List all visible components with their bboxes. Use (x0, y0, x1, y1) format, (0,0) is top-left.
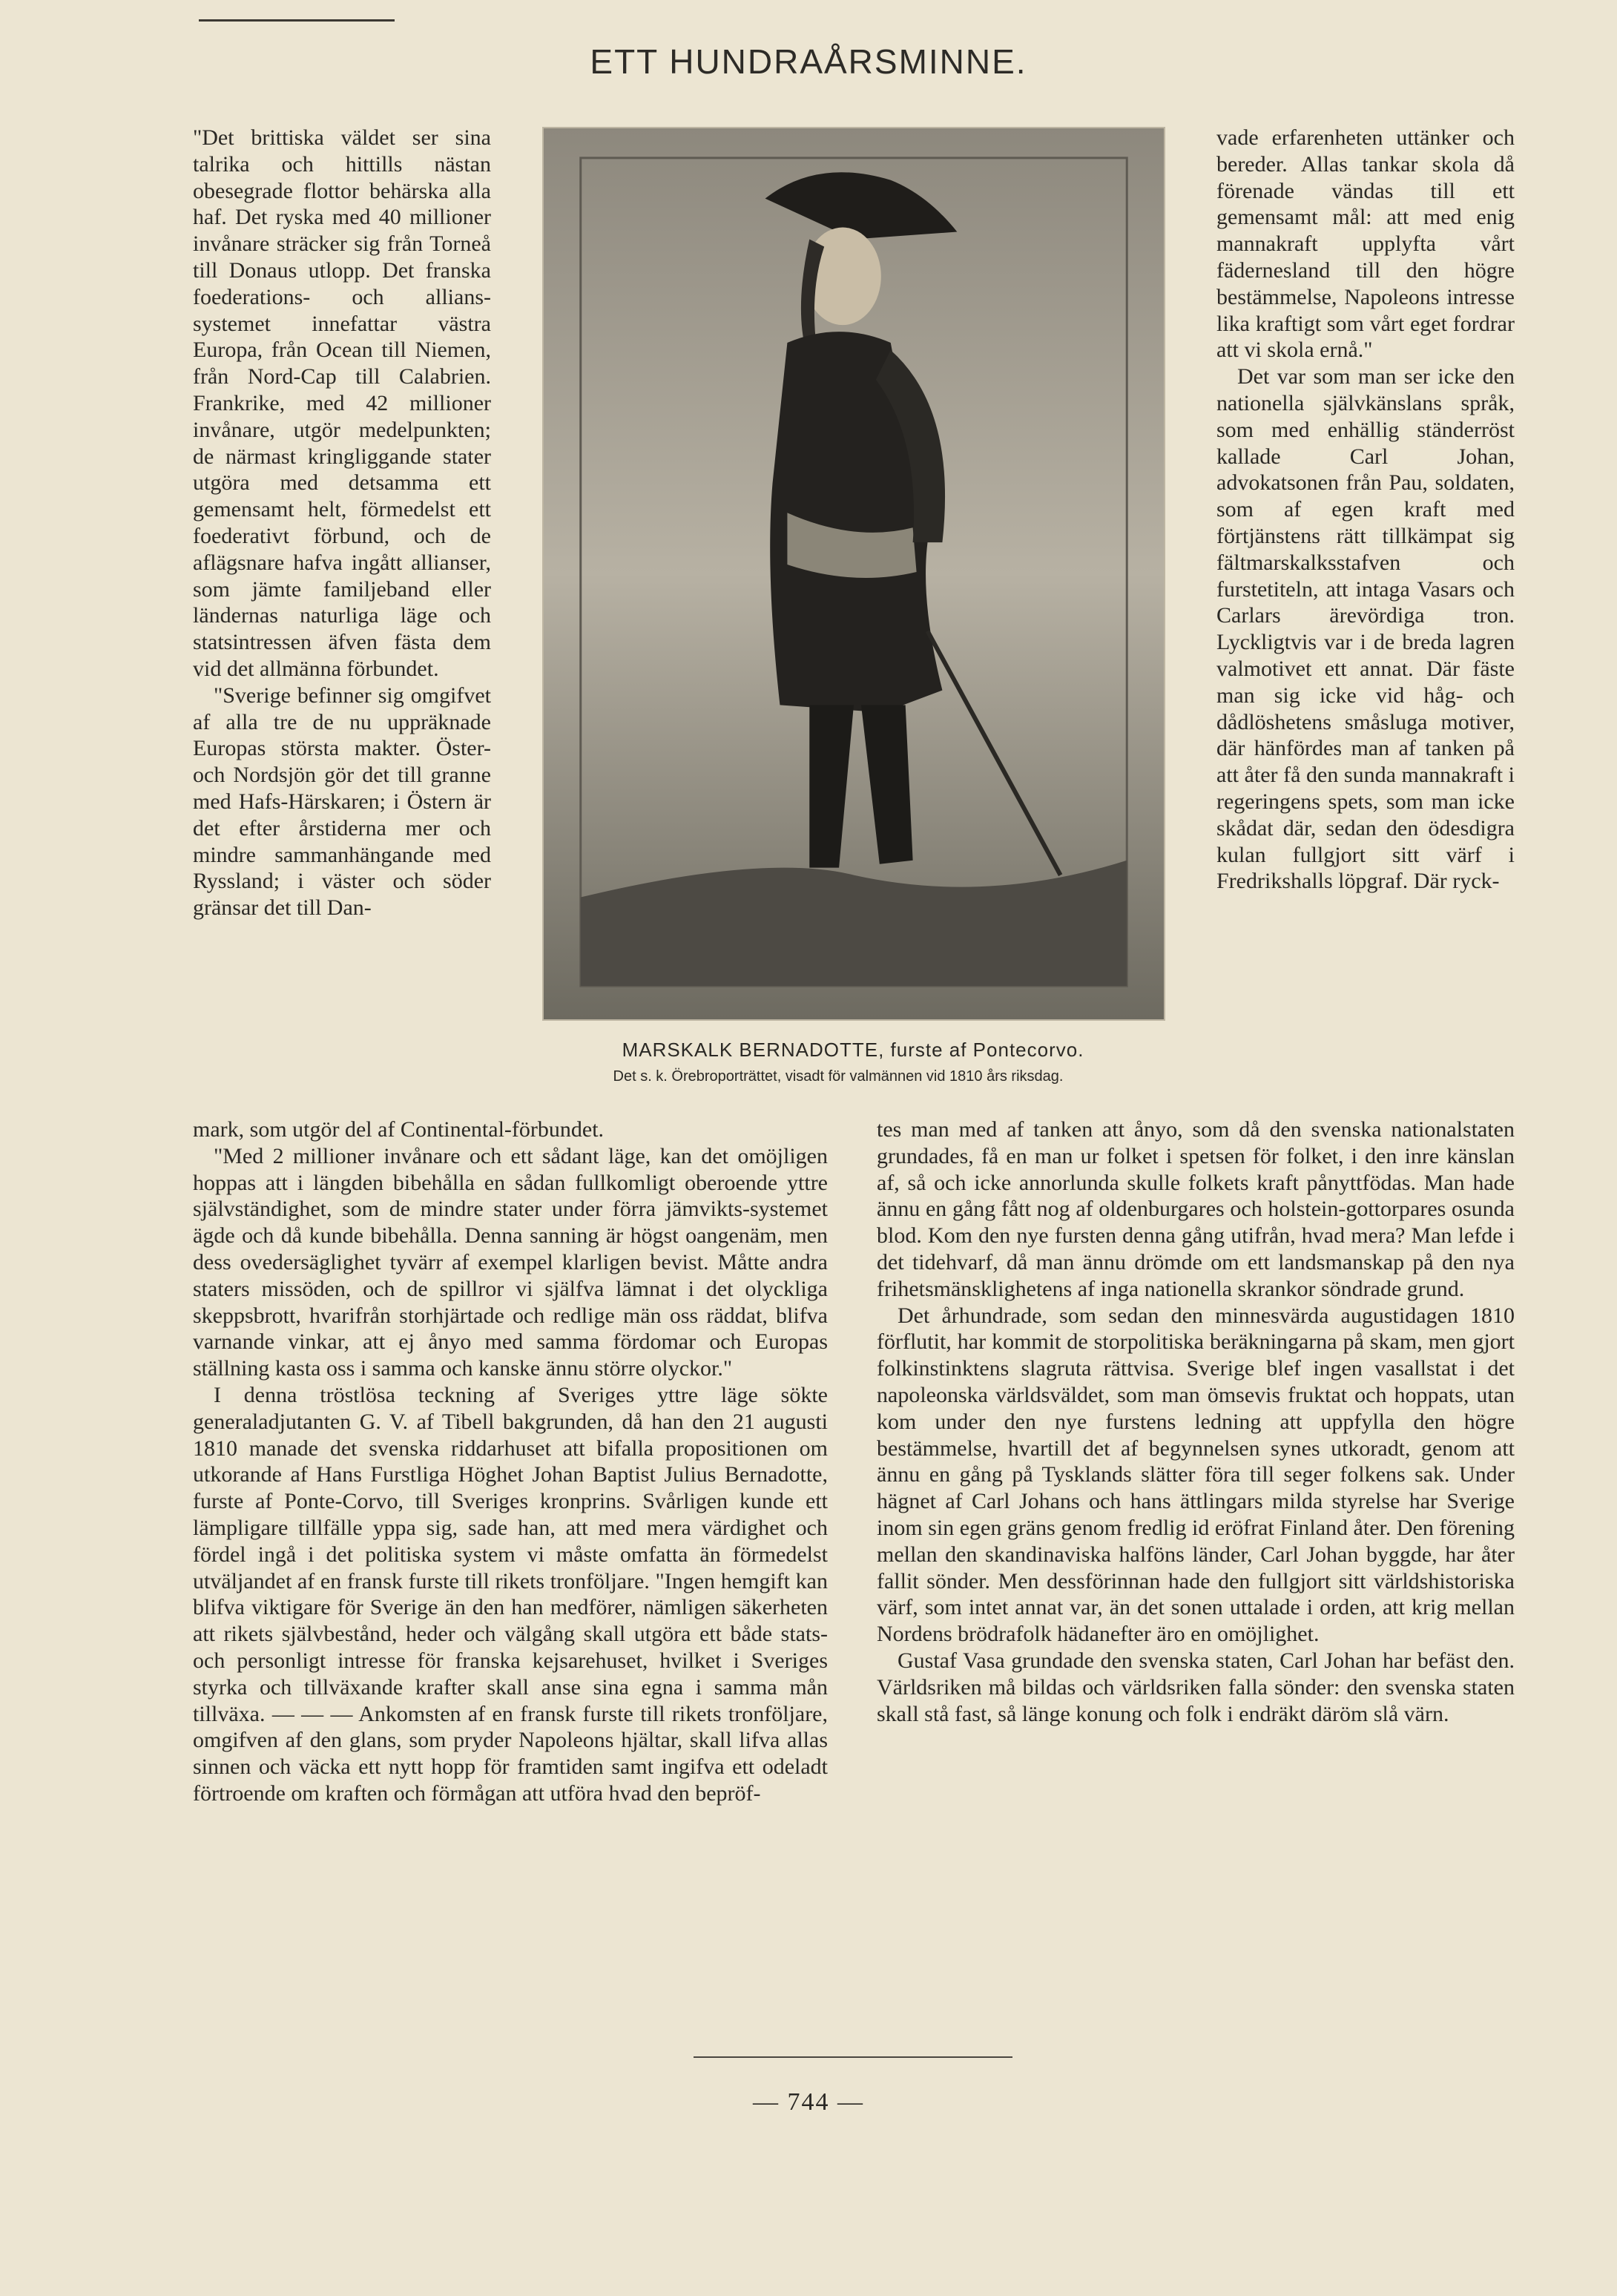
caption-suffix: furste af Pontecorvo. (884, 1039, 1084, 1061)
paragraph: I denna tröstlösa teckning af Sveriges yttre läge sökte generaladjutanten G. V. af Tibell bakgrunden, då han den 21 augusti 1810 manade det svenska riddarhuset att bifalla propositionen om utkorande af Hans Furstliga Höghet Johan Baptist Julius Bernadotte, furste af Ponte-Corvo, till Sveriges kronprins. Svårligen kunde ett lämpligare tillfälle yppa sig, sade han, att med mera värdighet och fördel ingå i det politiska system vi måste omfatta än förmedelst utväljandet af en fransk furste till rikets tronföljare. "Ingen hemgift kan blifva viktigare för Sverige än den han medförer, nämligen säkerheten att rikets självbestånd, heder och välgång skall utgöra ett både stats- och personligt intresse för franska kejsarehuset, hvilket i Sveriges styrka och tillväxande krafter skall anse sina egna i samma mån tillväxa. — — — Ankomsten af en fransk furste till rikets tronföljare, omgifven af den glans, som pryder Napoleons hjältar, skall lifva allas sinnen och väcka ett nytt hopp för framtiden samt ingifva ett odeladt förtroende om kraften och förmågan att utföra hvad den bepröf- (193, 1382, 828, 1806)
paragraph: Gustaf Vasa grundade den svenska staten, Carl Johan har befäst den. Världsriken må bildas och världsriken falla sönder: den svenska staten skall stå fast, så länge konung och folk i endräkt däröm slå värn. (877, 1648, 1515, 1726)
paragraph: Det århundrade, som sedan den minnesvärda augustidagen 1810 förflutit, har kommit de storpolitiska beräkningarna på skam, men gjort folkinstinktens slagruta rättvisa. Sverige blef ingen vasallstat i det napoleonska världsväldet, som man ömsevis fruktat och hoppats, utan kom under den nye furstens ledning att uppfylla den högre bestämmelse, hvartill det af begynnelsen synes utkoradt, genom att ännu en gång på Tysklands slätter föra till seger folkens sak. Under hägnet af Carl Johans och hans ättlingars milda styrelse har Sverige inom sin egen gräns genom fredlig id eröfrat Finland åter. Den förening mellan den skandinaviska halföns länder, Carl Johan byggde, har åter fallit sönder. Men dessförinnan hade den fullgjort sitt världshistoriska värf, som intet annat var, än det sonen uttalade i orden, att krig mellan Nordens brödrafolk hädanefter äro en omöjlighet. (877, 1303, 1515, 1647)
footer-rule (694, 2056, 1012, 2058)
paragraph: mark, som utgör del af Continental-förbundet. (193, 1117, 605, 1142)
figure-caption-subtitle: Det s. k. Örebroporträttet, visadt för valmännen vid 1810 års riksdag. (613, 1068, 1064, 1085)
paragraph: vade erfarenheten uttänker och bereder. Allas tankar skola då förenade vändas till ett gemensamt mål: att med enig mannakraft upplyfta vårt fädernesland till den högre bestämmelse, Napoleons intresse lika kraftigt som vårt eget fordrar att vi skola ernå." (1216, 125, 1515, 363)
header-rule (199, 19, 395, 22)
paragraph: "Med 2 millioner invånare och ett sådant läge, kan det omöjligen hoppas att i längden bibehålla en sådan fullkomligt oberoende yttre självständighet, som de mindre stater under förra jämvikts-systemet ägde och då kunde bibehålla. Denna sanning är högst oangenäm, men dess ovedersäglighet tyvärr af exempel klarligen bevist. Måtte andra staters missöden, och de spillror vi själfva lämnat i det olyckliga skeppsbrott, hvarifrån storhjärtade och redlige män oss räddat, blifva varnande vinkar, att ej ånyo med samma fördomar och Europas ställning kasta oss i samma och kanske ännu större olyckor." (193, 1143, 828, 1381)
paragraph: "Det brittiska väldet ser sina talrika och hittills nästan obesegrade flottor behärska alla haf. Det ryska med 40 millioner invånare sträcker sig från Torneå till Donaus utlopp. Det franska foederations- och allians-systemet innefattar västra Europa, från Ocean till Niemen, från Nord-Cap till Calabrien. Frankrike, med 42 millioner invånare, utgör medelpunkten; de närmast kringliggande stater utgöra med detsamma ett gemensamt helt, förmedelst ett foederativt förbund, och de aflägsnare hafva ingått allianser, som jämte familjeband eller ländernas naturliga läge och statsintressen äfven fästa dem vid det allmänna förbundet. (193, 125, 491, 681)
right-wide-column (877, 1116, 1515, 1727)
page-number: — 744 — (753, 2088, 864, 2116)
left-narrow-column (193, 125, 491, 921)
figure-caption-title (504, 1039, 1202, 1062)
caption-name: MARSKALK BERNADOTTE, (622, 1039, 885, 1061)
portrait-image (542, 127, 1165, 1021)
portrait-illustration (544, 128, 1164, 1019)
paragraph: "Sverige befinner sig omgifvet af alla tre de nu uppräknade Europas största makter. Öster- och Nordsjön gör det till granne med Hafs-Härskaren; i Östern är det efter årstiderna mer och mindre sammanhängande med Ryssland; i väster och söder gränsar det till Dan- (193, 682, 491, 921)
paragraph: tes man med af tanken att ånyo, som då den svenska nationalstaten grundades, få en man ur folket i spetsen för folket, i den inre känslan af, så och icke annorlunda skulle folkets kraft pånyttfödas. Man hade ännu en gång fått nog af oldenburgares och holstein-gottorpares osunda blod. Kom den nye fursten denna gång utifrån, hvad mera? Man lefde i det tidehvarf, då man ännu drömde om ett landsmanskap på den nya frihetsmänsklighetens af inga nationella skrankor söndrade grund. (877, 1117, 1515, 1301)
right-narrow-column (1216, 125, 1515, 895)
paragraph: Det var som man ser icke den nationella självkänslans språk, som med enhällig ständerröst kallade Carl Johan, advokatsonen från Pau, soldaten, som af egen kraft med förtjänstens rätt tillkämpat sig fältmarskalksstafven och furstetiteln, att intaga Vasars och Carlars ärevördiga tron. Lyckligtvis var i de breda lagren valmotivet ett annat. Där fäste man sig icke vid håg- och dådlöshetens småsluga motiver, där hänfördes man af tanken på att åter få den sunda mannakraft i regeringens spets, som man icke skådat där, sedan den ödesdigra kulan fullgjort sitt värf i Fredrikshalls löpgraf. Där ryck- (1216, 364, 1515, 894)
page-title: ETT HUNDRAÅRSMINNE. (590, 42, 1027, 81)
left-wide-column (193, 1116, 828, 1807)
